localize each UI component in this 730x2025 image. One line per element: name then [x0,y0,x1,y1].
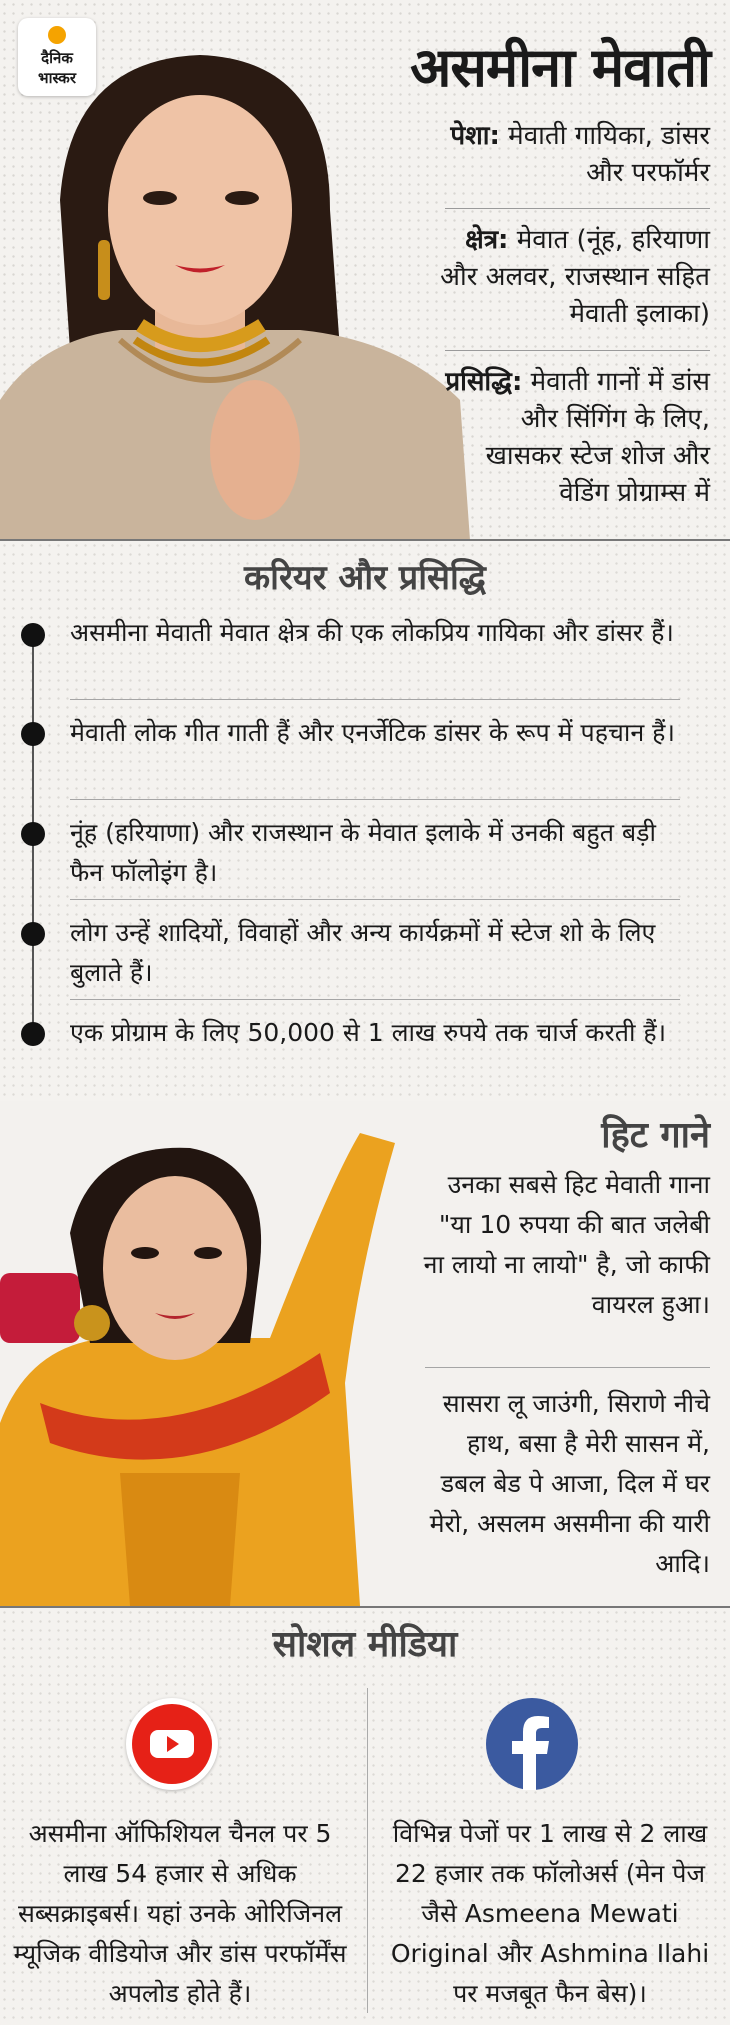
youtube-description: असमीना ऑफिशियल चैनल पर 5 लाख 54 हजार से अधिक सब्सक्राइबर्स। यहां उनके ओरिजिनल म्यूजिक वीडियोज और डांस परफॉर्मेंस अपलोड होते हैं। [13,1819,347,2008]
facebook-icon [486,1698,578,1790]
profession-info [440,118,710,192]
profile-header [0,0,730,540]
logo-text-line1: दैनिक [41,49,73,67]
career-item: मेवाती लोक गीत गाती हैं और एनर्जेटिक डांसर के रूप में पहचान हैं। [70,718,675,747]
fame-value: मेवाती गानों में डांस और सिंगिंग के लिए, खासकर स्टेज शोज और वेडिंग प्रोग्राम्स में [485,367,710,508]
fame-label: प्रसिद्धि: [445,367,523,397]
career-item: एक प्रोग्राम के लिए 50,000 से 1 लाख रुपये तक चार्ज करती हैं। [70,1018,667,1047]
info-separator [445,350,710,351]
timeline-bullet [21,822,45,846]
info-separator [445,208,710,209]
timeline-bullet [21,722,45,746]
logo-text-line2: भास्कर [38,69,76,87]
career-item-separator [70,999,680,1000]
logo-sun-icon [48,26,66,44]
hits-separator [425,1367,710,1368]
singer-portrait-top [0,40,480,540]
timeline-bullet [21,1022,45,1046]
region-label: क्षेत्र: [465,225,509,255]
career-item-separator [70,899,680,900]
career-title: करियर और प्रसिद्धि [244,558,486,598]
column-separator [367,1688,368,2013]
career-item: असमीना मेवाती मेवात क्षेत्र की एक लोकप्रिय गायिका और डांसर हैं। [70,618,674,647]
career-item-separator [70,699,680,700]
profession-label: पेशा: [450,121,500,151]
social-media-section [0,1608,730,2025]
youtube-icon [126,1698,218,1790]
region-info [440,222,710,333]
timeline-bullet [21,623,45,647]
song-list-paragraph: सासरा लू जाउंगी, सिराणे नीचे हाथ, बसा है मेरी सासन में, डबल बेड पे आजा, दिल में घर मेरो, असलम असमीना की यारी आदि। [429,1389,710,1578]
region-value: मेवात (नूंह, हरियाणा और अलवर, राजस्थान सहित मेवाती इलाका) [440,225,710,329]
hit-song-paragraph: उनका सबसे हिट मेवाती गाना "या 10 रुपया की बात जलेबी ना लायो ना लायो" है, जो काफी वायरल हुआ। [423,1170,710,1319]
facebook-description: विभिन्न पेजों पर 1 लाख से 2 लाख 22 हजार तक फॉलोअर्स (मेन पेज जैसे Asmeena Mewati Original और Ashmina Ilahi पर मजबूत फैन बेस)। [390,1819,710,2008]
profession-value: मेवाती गायिका, डांसर और परफॉर्मर [499,121,710,188]
career-item: लोग उन्हें शादियों, विवाहों और अन्य कार्यक्रमों में स्टेज शो के लिए बुलाते हैं। [70,918,656,987]
page-title: असमीना मेवाती [410,36,710,99]
fame-info [440,364,710,512]
social-media-title: सोशल मीडिया [272,1624,458,1665]
career-section [0,541,730,1101]
career-item-separator [70,799,680,800]
hit-songs-section [0,1101,730,1606]
singer-portrait-bottom [0,1123,410,1606]
timeline-bullet [21,922,45,946]
dainik-bhaskar-logo [18,18,96,96]
career-item: नूंह (हरियाणा) और राजस्थान के मेवात इलाके में उनकी बहुत बड़ी फैन फॉलोइंग है। [70,818,657,887]
hit-songs-title: हिट गाने [601,1115,710,1156]
